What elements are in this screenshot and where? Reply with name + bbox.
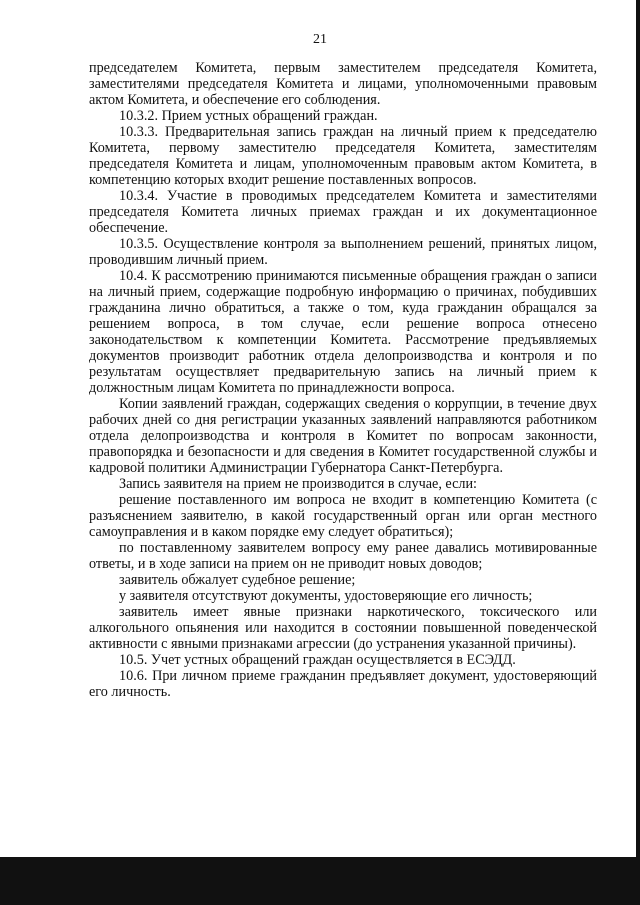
paragraph: председателем Комитета, первым заместителем председателя Комитета, заместителями председателя Комитета и лицами, уполномоченными правовым актом Комитета, и обеспечение его соблюдения.	[89, 60, 597, 108]
paragraph: 10.4. К рассмотрению принимаются письменные обращения граждан о записи на личный прием, содержащие подробную информацию о причинах, побудивших гражданина лично обратиться, а также о том, куда гражданин обращался за решением вопроса, в том случае, если решение вопроса отнесено законодательством к компетенции Комитета. Рассмотрение предъявляемых документов производит работник отдела делопроизводства и контроля и по результатам осуществляет предварительную запись на личный прием к должностным лицам Комитета по принадлежности вопроса.	[89, 268, 597, 396]
page-number: 21	[313, 32, 327, 47]
list-item: заявитель обжалует судебное решение;	[119, 572, 356, 588]
paragraph: Запись заявителя на прием не производится в случае, если:	[119, 476, 477, 492]
paragraph: 10.5. Учет устных обращений граждан осуществляется в ЕСЭДД.	[119, 652, 516, 668]
paragraph: 10.6. При личном приеме гражданин предъявляет документ, удостоверяющий его личность.	[89, 668, 597, 700]
list-item: решение поставленного им вопроса не входит в компетенцию Комитета (с разъяснением заявителю, в какой государственный орган или орган местного самоуправления и в каком порядке ему следует обратиться);	[89, 492, 597, 540]
list-item: заявитель имеет явные признаки наркотического, токсического или алкогольного опьянения или находится в состоянии повышенной поведенческой активности с явными признаками агрессии (до устранения указанной причины).	[89, 604, 597, 652]
paragraph: 10.3.2. Прием устных обращений граждан.	[119, 108, 378, 124]
scan-edge-bottom	[0, 857, 640, 905]
paragraph: Копии заявлений граждан, содержащих сведения о коррупции, в течение двух рабочих дней со дня регистрации указанных заявлений направляются работником отдела делопроизводства и контроля в Комитет по вопросам законности, правопорядка и безопасности и для сведения в Комитет государственной службы и кадровой политики Администрации Губернатора Санкт-Петербурга.	[89, 396, 597, 476]
paragraph: 10.3.5. Осуществление контроля за выполнением решений, принятых лицом, проводившим личный прием.	[89, 236, 597, 268]
list-item: по поставленному заявителем вопросу ему ранее давались мотивированные ответы, и в ходе записи на прием он не приводит новых доводов;	[89, 540, 597, 572]
document-body	[89, 60, 597, 700]
paragraph: 10.3.3. Предварительная запись граждан на личный прием к председателю Комитета, первому заместителю председателя Комитета, заместителям председателя Комитета и лицам, уполномоченным правовым актом Комитета, в компетенцию которых входит решение поставленных вопросов.	[89, 124, 597, 188]
paragraph: 10.3.4. Участие в проводимых председателем Комитета и заместителями председателя Комитета личных приемах граждан и их документационное обеспечение.	[89, 188, 597, 236]
scan-edge-right	[636, 0, 640, 905]
list-item: у заявителя отсутствуют документы, удостоверяющие его личность;	[119, 588, 533, 604]
